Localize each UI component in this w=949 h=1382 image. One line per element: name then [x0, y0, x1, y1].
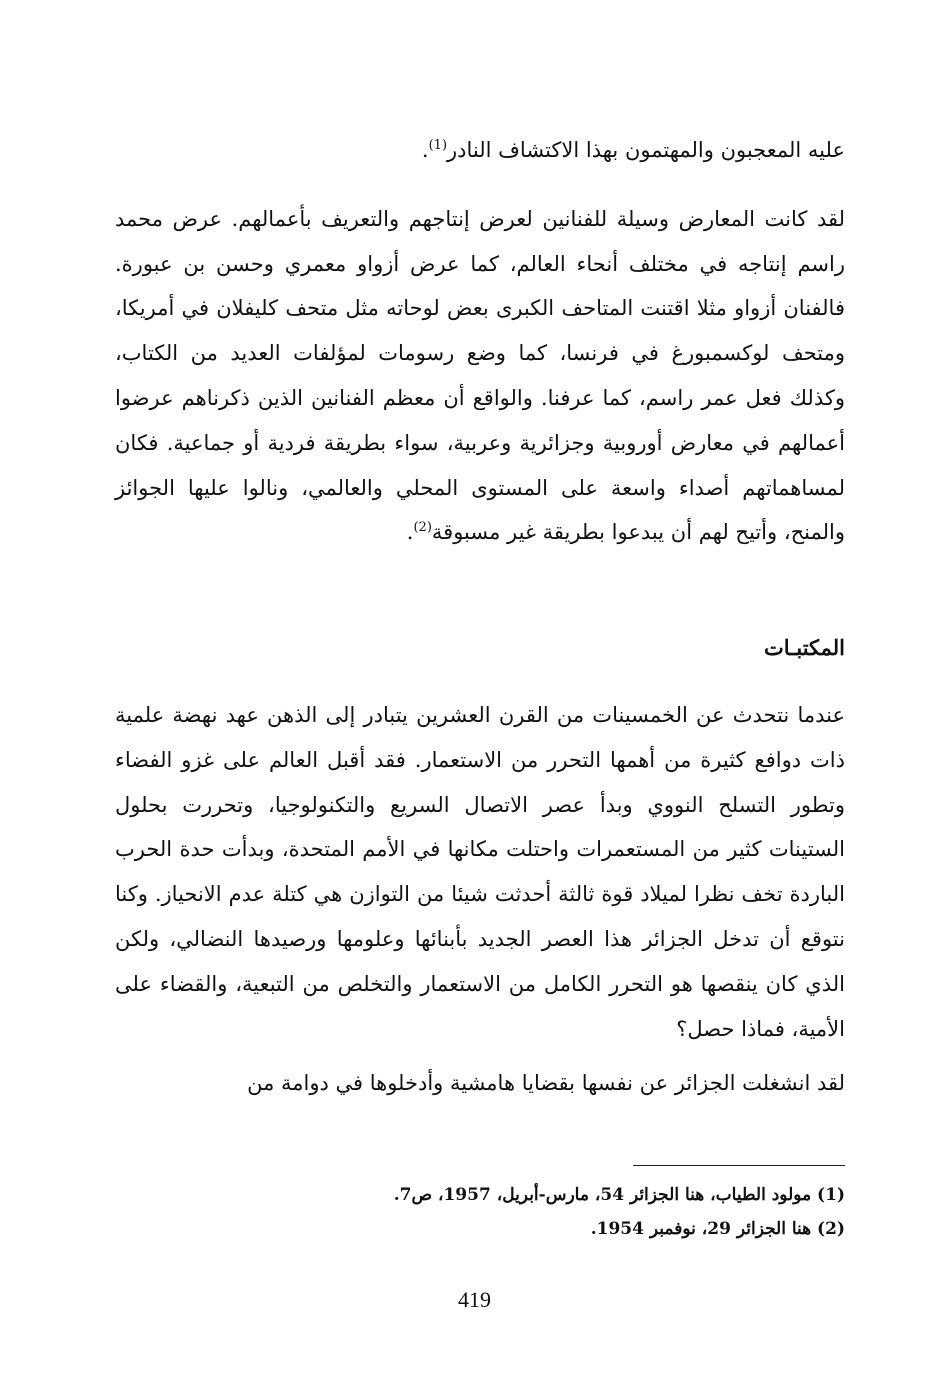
paragraph-4: لقد انشغلت الجزائر عن نفسها بقضايا هامشية وأدخلوها في دوامة من [247, 1071, 845, 1096]
footnote-1: (1) مولود الطياب، هنا الجزائر 54، مارس-أبريل، 1957، ص7. [393, 1185, 845, 1205]
page-content [115, 128, 845, 1239]
paragraph-2-text: لقد كانت المعارض وسيلة للفنانين لعرض إنتاجهم والتعريف بأعمالهم. عرض محمد راسم إنتاجه في مختلف أنحاء العالم، كما عرض أزواو معمري وحسن بن عبورة. فالفنان أزواو مثلا اقتنت المتاحف الكبرى بعض لوحاته مثل متحف كليفلان في أمريكا، ومتحف لوكسمبورغ في فرنسا، كما وضع رسومات لمؤلفات العديد من الكتاب، وكذلك فعل عمر راسم، كما عرفنا. والواقع أن معظم الفنانين الذين ذكرناهم عرضوا أعمالهم في معارض أوروبية وجزائرية وعربية، سواء بطريقة فردية أو جماعية. فكان لمساهماتهم أصداء واسعة على المستوى المحلي والعالمي، ونالوا عليها الجوائز والمنح، وأتيح لهم أن يبدعوا بطريقة غير مسبوقة [115, 206, 845, 545]
page-number: 419 [458, 1287, 491, 1312]
footnote-2: (2) هنا الجزائر 29، نوفمبر 1954. [590, 1219, 845, 1239]
paragraph-1-end: . [421, 138, 429, 162]
footnote-rule [633, 1165, 845, 1166]
footnote-ref-2: (2) [413, 520, 432, 536]
section-body [115, 693, 845, 1106]
paragraph-2 [115, 197, 845, 555]
section-heading: المكتبـات [764, 635, 845, 660]
paragraph-3: عندما نتحدث عن الخمسينات من القرن العشرين يتبادر إلى الذهن عهد نهضة علمية ذات دوافع كثيرة من أهمها التحرر من الاستعمار. فقد أقبل العالم على غزو الفضاء وتطور التسلح النووي وبدأ عصر الاتصال السريع والتكنولوجيا، وتحررت بحلول الستينات كثير من المستعمرات واحتلت مكانها في الأمم المتحدة، وبدأت حدة الحرب الباردة تخف نظرا لميلاد قوة ثالثة أحدثت شيئا من التوازن هي كتلة عدم الانحياز. وكنا نتوقع أن تدخل الجزائر هذا العصر الجديد بأبنائها وعلومها ورصيدها النضالي، ولكن الذي كان ينقصها هو التحرر الكامل من الاستعمار والتخلص من التبعية، والقضاء على الأمية، فماذا حصل؟ [115, 703, 845, 1041]
paragraph-1-text: عليه المعجبون والمهتمون بهذا الاكتشاف النادر [447, 138, 845, 162]
footnote-ref-1: (1) [428, 138, 448, 153]
footnotes-list [115, 1178, 845, 1246]
paragraph-2-end: . [406, 520, 414, 545]
paragraph-1 [115, 128, 845, 173]
